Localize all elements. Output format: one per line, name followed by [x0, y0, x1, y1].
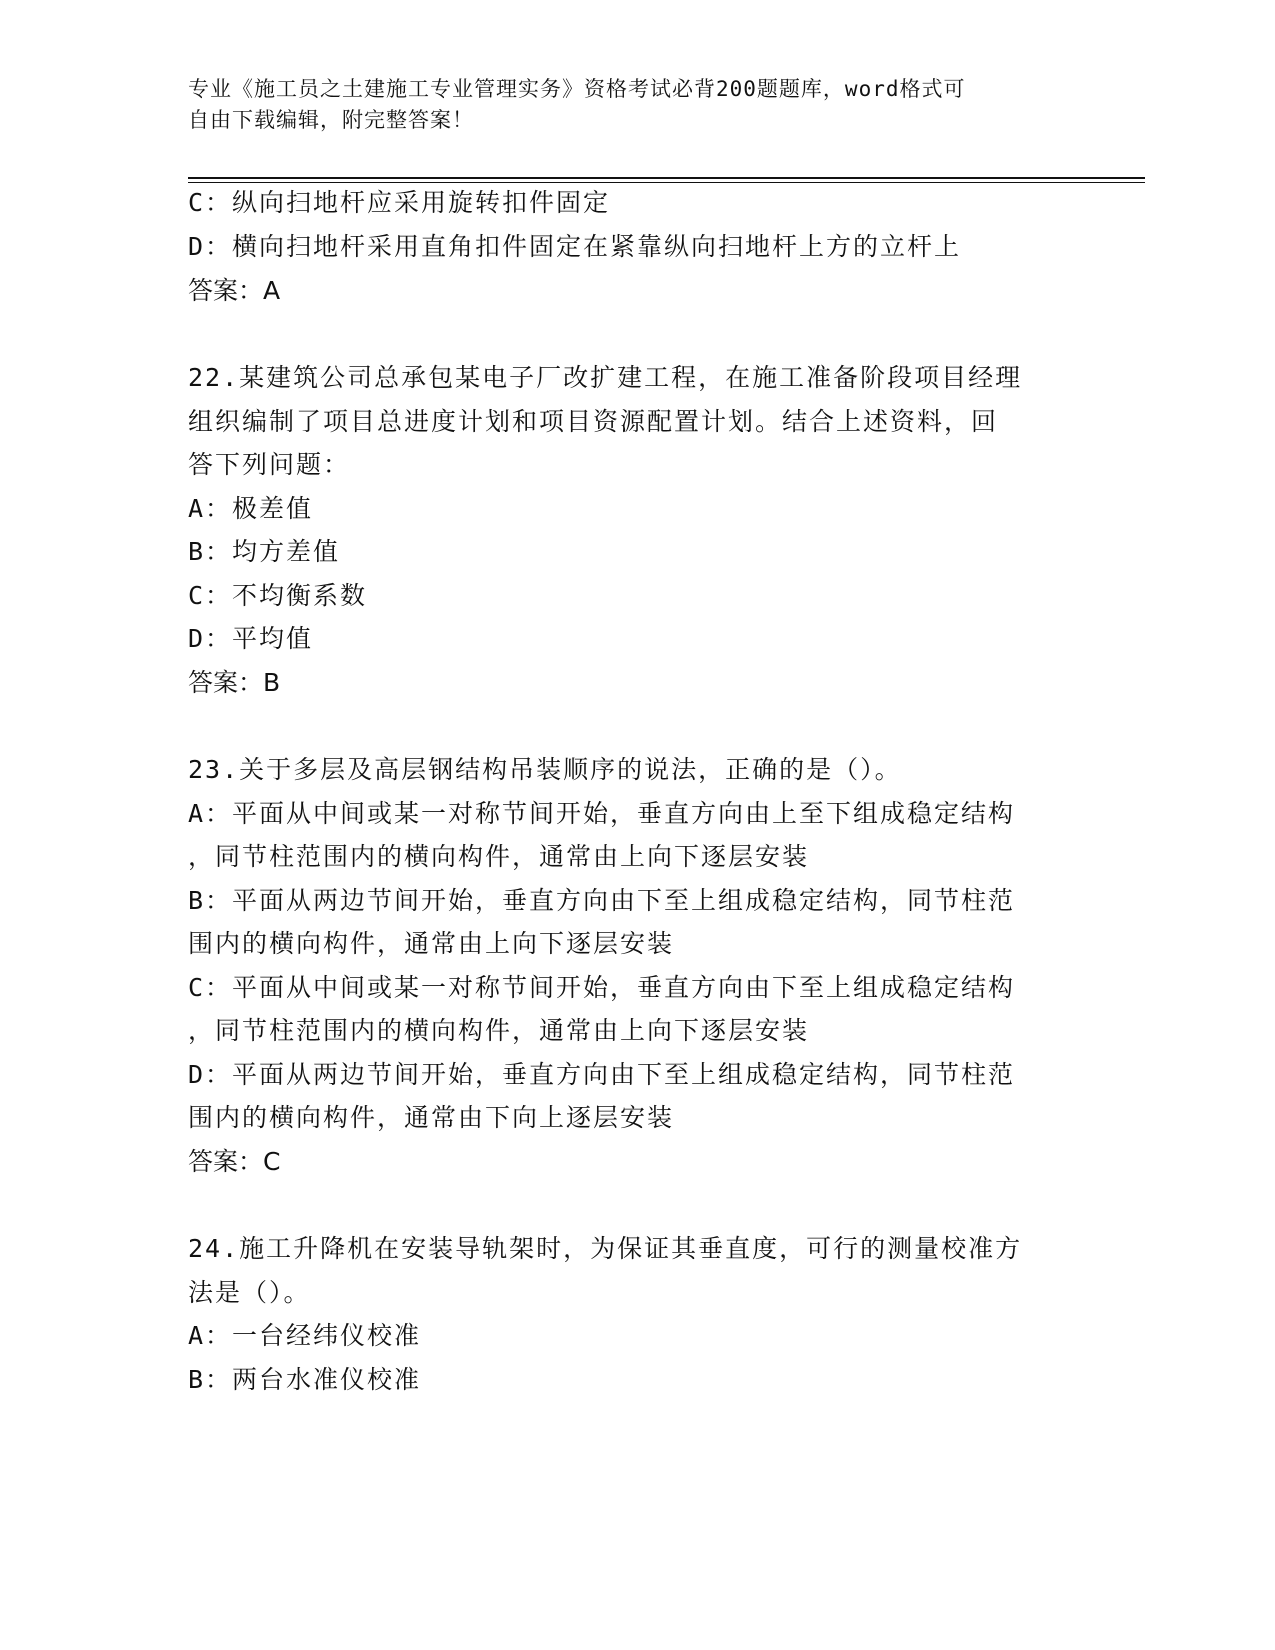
q22-stem-line-3: 答下列问题：: [188, 450, 351, 479]
q23-option-d-line-1: D：平面从两边节间开始，垂直方向由下至上组成稳定结构，同节柱范: [188, 1060, 1016, 1089]
q22-option-a: A：极差值: [188, 494, 314, 523]
q22-option-c: C：不均衡系数: [188, 581, 368, 610]
q21-answer: 答案：A: [188, 276, 281, 305]
q23-option-c-line-2: ，同节柱范围内的横向构件，通常由上向下逐层安装: [188, 1016, 810, 1045]
q21-option-c: C：纵向扫地杆应采用旋转扣件固定: [188, 188, 611, 217]
q23-option-d-line-2: 围内的横向构件，通常由下向上逐层安装: [188, 1103, 675, 1132]
q21-option-d: D：横向扫地杆采用直角扣件固定在紧靠纵向扫地杆上方的立杆上: [188, 232, 962, 261]
q24-stem-line-2: 法是（）。: [188, 1278, 311, 1307]
q22-stem-line-1: 22.某建筑公司总承包某电子厂改扩建工程，在施工准备阶段项目经理: [188, 363, 1023, 392]
q23-stem: 23.关于多层及高层钢结构吊装顺序的说法，正确的是（）。: [188, 755, 902, 784]
q24-stem-line-1: 24.施工升降机在安装导轨架时，为保证其垂直度，可行的测量校准方: [188, 1234, 1023, 1263]
document-header: [188, 74, 1068, 136]
q23-option-c-line-1: C：平面从中间或某一对称节间开始，垂直方向由下至上组成稳定结构: [188, 973, 1016, 1002]
q23-option-a-line-2: ，同节柱范围内的横向构件，通常由上向下逐层安装: [188, 842, 810, 871]
header-divider-thin: [188, 182, 1145, 183]
q24-option-a: A：一台经纬仪校准: [188, 1321, 422, 1350]
q23-option-b-line-1: B：平面从两边节间开始，垂直方向由下至上组成稳定结构，同节柱范: [188, 886, 1016, 915]
q22-option-d: D：平均值: [188, 624, 314, 653]
header-title-line-2: 自由下载编辑，附完整答案！: [188, 108, 474, 132]
q23-option-a-line-1: A：平面从中间或某一对称节间开始，垂直方向由上至下组成稳定结构: [188, 799, 1016, 828]
q22-stem-line-2: 组织编制了项目总进度计划和项目资源配置计划。结合上述资料，回: [188, 407, 999, 436]
header-divider-thick: [188, 177, 1145, 179]
header-title-line-1: 专业《施工员之土建施工专业管理实务》资格考试必背200题题库，word格式可: [188, 77, 966, 101]
q23-answer: 答案：C: [188, 1147, 281, 1176]
q22-option-b: B：均方差值: [188, 537, 341, 566]
q24-option-b: B：两台水准仪校准: [188, 1365, 422, 1394]
q22-answer: 答案：B: [188, 668, 281, 697]
q23-option-b-line-2: 围内的横向构件，通常由上向下逐层安装: [188, 929, 675, 958]
